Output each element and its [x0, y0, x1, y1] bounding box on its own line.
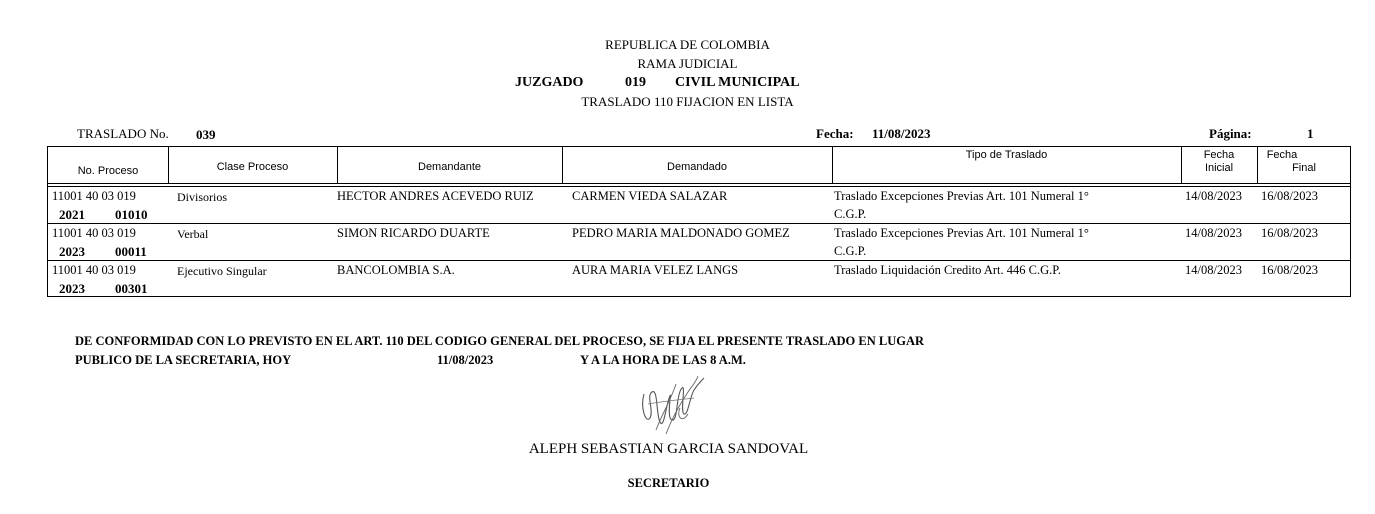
signer-role: SECRETARIO [627, 476, 710, 490]
cell-tipo-line1: Traslado Liquidación Credito Art. 446 C.G.P. [834, 263, 1061, 277]
traslado-label: TRASLADO No. [77, 126, 169, 141]
cell-demandado: PEDRO MARIA MALDONADO GOMEZ [572, 226, 790, 240]
footer-hora: Y A LA HORA DE LAS 8 A.M. [580, 353, 746, 367]
cell-year: 2021 [59, 207, 85, 222]
header-republica: REPUBLICA DE COLOMBIA [605, 37, 770, 52]
footer-statement-line1: DE CONFORMIDAD CON LO PREVISTO EN EL ART. 110 DEL CODIGO GENERAL DEL PROCESO, SE FIJA EL PRESENTE TRASLADO EN LUGAR [75, 334, 925, 348]
cell-fecha-inicial: 14/08/2023 [1185, 226, 1242, 240]
cell-demandante: HECTOR ANDRES ACEVEDO RUIZ [337, 189, 534, 203]
pagina-value: 1 [1307, 126, 1314, 141]
row-divider [48, 223, 1350, 224]
cell-year: 2023 [59, 281, 85, 296]
header-rule [48, 186, 1350, 187]
fecha-value: 11/08/2023 [872, 126, 931, 141]
pagina-label: Página: [1209, 126, 1252, 141]
cell-fecha-inicial: 14/08/2023 [1185, 189, 1242, 203]
traslados-table [47, 146, 1351, 297]
cell-tipo-line2: C.G.P. [834, 244, 867, 258]
header-traslado-fijacion: TRASLADO 110 FIJACION EN LISTA [581, 94, 794, 109]
traslado-number: 039 [196, 127, 216, 142]
cell-proceso: 11001 40 03 019 [52, 263, 136, 277]
header-juzgado-type: CIVIL MUNICIPAL [675, 75, 800, 90]
cell-clase: Ejecutivo Singular [177, 264, 267, 278]
cell-demandado: CARMEN VIEDA SALAZAR [572, 189, 728, 203]
col-header-tipo: Tipo de Traslado [965, 149, 1048, 161]
cell-fecha-final: 16/08/2023 [1261, 263, 1318, 277]
col-header-demandante: Demandante [418, 161, 481, 173]
col-header-fecha-final-2: Final [1292, 162, 1316, 174]
cell-fecha-final: 16/08/2023 [1261, 226, 1318, 240]
cell-demandante: SIMON RICARDO DUARTE [337, 226, 490, 240]
row-divider [48, 260, 1350, 261]
footer-date: 11/08/2023 [437, 353, 494, 367]
cell-fecha-inicial: 14/08/2023 [1185, 263, 1242, 277]
col-header-fecha-inicial-2: Inicial [1204, 162, 1234, 174]
cell-clase: Divisorios [177, 190, 228, 204]
cell-demandante: BANCOLOMBIA S.A. [337, 263, 455, 277]
cell-tipo-line2: C.G.P. [834, 207, 867, 221]
signer-name: ALEPH SEBASTIAN GARCIA SANDOVAL [528, 441, 809, 457]
header-rama-judicial: RAMA JUDICIAL [637, 56, 738, 71]
col-header-clase: Clase Proceso [216, 161, 289, 173]
cell-radicado: 01010 [115, 207, 148, 222]
cell-tipo-line1: Traslado Excepciones Previas Art. 101 Numeral 1° [834, 226, 1089, 240]
col-header-fecha-final-1: Fecha [1266, 149, 1298, 161]
footer-statement-line2: PUBLICO DE LA SECRETARIA, HOY [75, 353, 292, 367]
header-rule [48, 183, 1350, 184]
col-header-proceso: No. Proceso [77, 165, 139, 177]
header-juzgado-number: 019 [625, 75, 646, 90]
col-header-fecha-inicial-1: Fecha [1203, 149, 1235, 161]
col-header-demandado: Demandado [667, 161, 727, 173]
cell-year: 2023 [59, 244, 85, 259]
cell-clase: Verbal [177, 227, 209, 241]
cell-proceso: 11001 40 03 019 [52, 226, 136, 240]
fecha-label: Fecha: [816, 126, 854, 141]
cell-tipo-line1: Traslado Excepciones Previas Art. 101 Numeral 1° [834, 189, 1089, 203]
cell-radicado: 00011 [115, 244, 147, 259]
cell-demandado: AURA MARIA VELEZ LANGS [572, 263, 739, 277]
cell-radicado: 00301 [115, 281, 148, 296]
cell-fecha-final: 16/08/2023 [1261, 189, 1318, 203]
cell-proceso: 11001 40 03 019 [52, 189, 136, 203]
header-juzgado-label: JUZGADO [515, 75, 584, 90]
signature-image [636, 374, 708, 438]
